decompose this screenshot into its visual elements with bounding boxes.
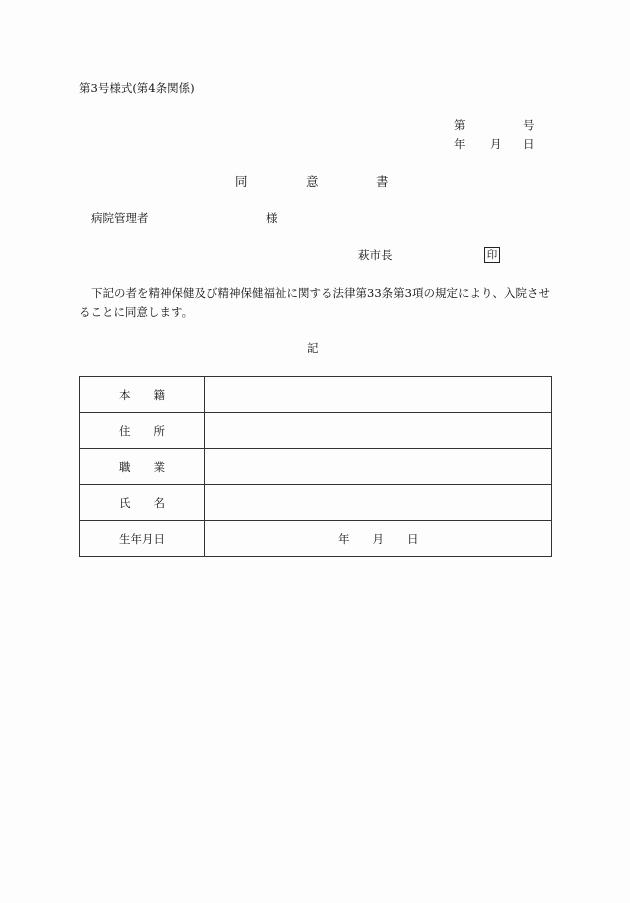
recipient-honorific: 様 bbox=[266, 211, 278, 225]
table-row-shokugyo bbox=[80, 449, 552, 485]
table-row-jusho bbox=[80, 413, 552, 449]
table-row-birthdate bbox=[80, 521, 552, 557]
jusho-value bbox=[205, 413, 552, 449]
birthdate-value: 年 月 日 bbox=[338, 531, 419, 546]
shimei-label: 氏 名 bbox=[80, 485, 205, 521]
issuer-name: 萩市長 bbox=[358, 248, 393, 262]
seal-stamp: 印 bbox=[484, 247, 500, 263]
table-row-honseki bbox=[80, 377, 552, 413]
date-month-label: 月 bbox=[490, 137, 502, 151]
shimei-value bbox=[205, 485, 552, 521]
date-year-label: 年 bbox=[454, 137, 466, 151]
form-number: 第3号様式(第4条関係) bbox=[79, 81, 195, 95]
honseki-label: 本 籍 bbox=[80, 377, 205, 413]
shokugyo-value bbox=[205, 449, 552, 485]
document-title-char-1: 同 bbox=[235, 174, 248, 189]
table-row-shimei bbox=[80, 485, 552, 521]
recipient-name: 病院管理者 bbox=[91, 211, 149, 225]
honseki-value bbox=[205, 377, 552, 413]
date-day-label: 日 bbox=[523, 137, 535, 151]
document-title-char-2: 意 bbox=[306, 174, 319, 189]
ki-heading: 記 bbox=[307, 341, 319, 355]
shokugyo-label: 職 業 bbox=[80, 449, 205, 485]
consent-body-text: 下記の者を精神保健及び精神保健福祉に関する法律第33条第3項の規定により、入院させることに同意します。 bbox=[79, 286, 550, 319]
document-title-char-3: 書 bbox=[376, 174, 389, 189]
reference-dai-label: 第 bbox=[454, 118, 466, 132]
patient-info-table bbox=[79, 376, 552, 557]
jusho-label: 住 所 bbox=[80, 413, 205, 449]
reference-go-label: 号 bbox=[523, 118, 535, 132]
birthdate-value-cell bbox=[205, 521, 552, 557]
birthdate-label: 生年月日 bbox=[80, 521, 205, 557]
